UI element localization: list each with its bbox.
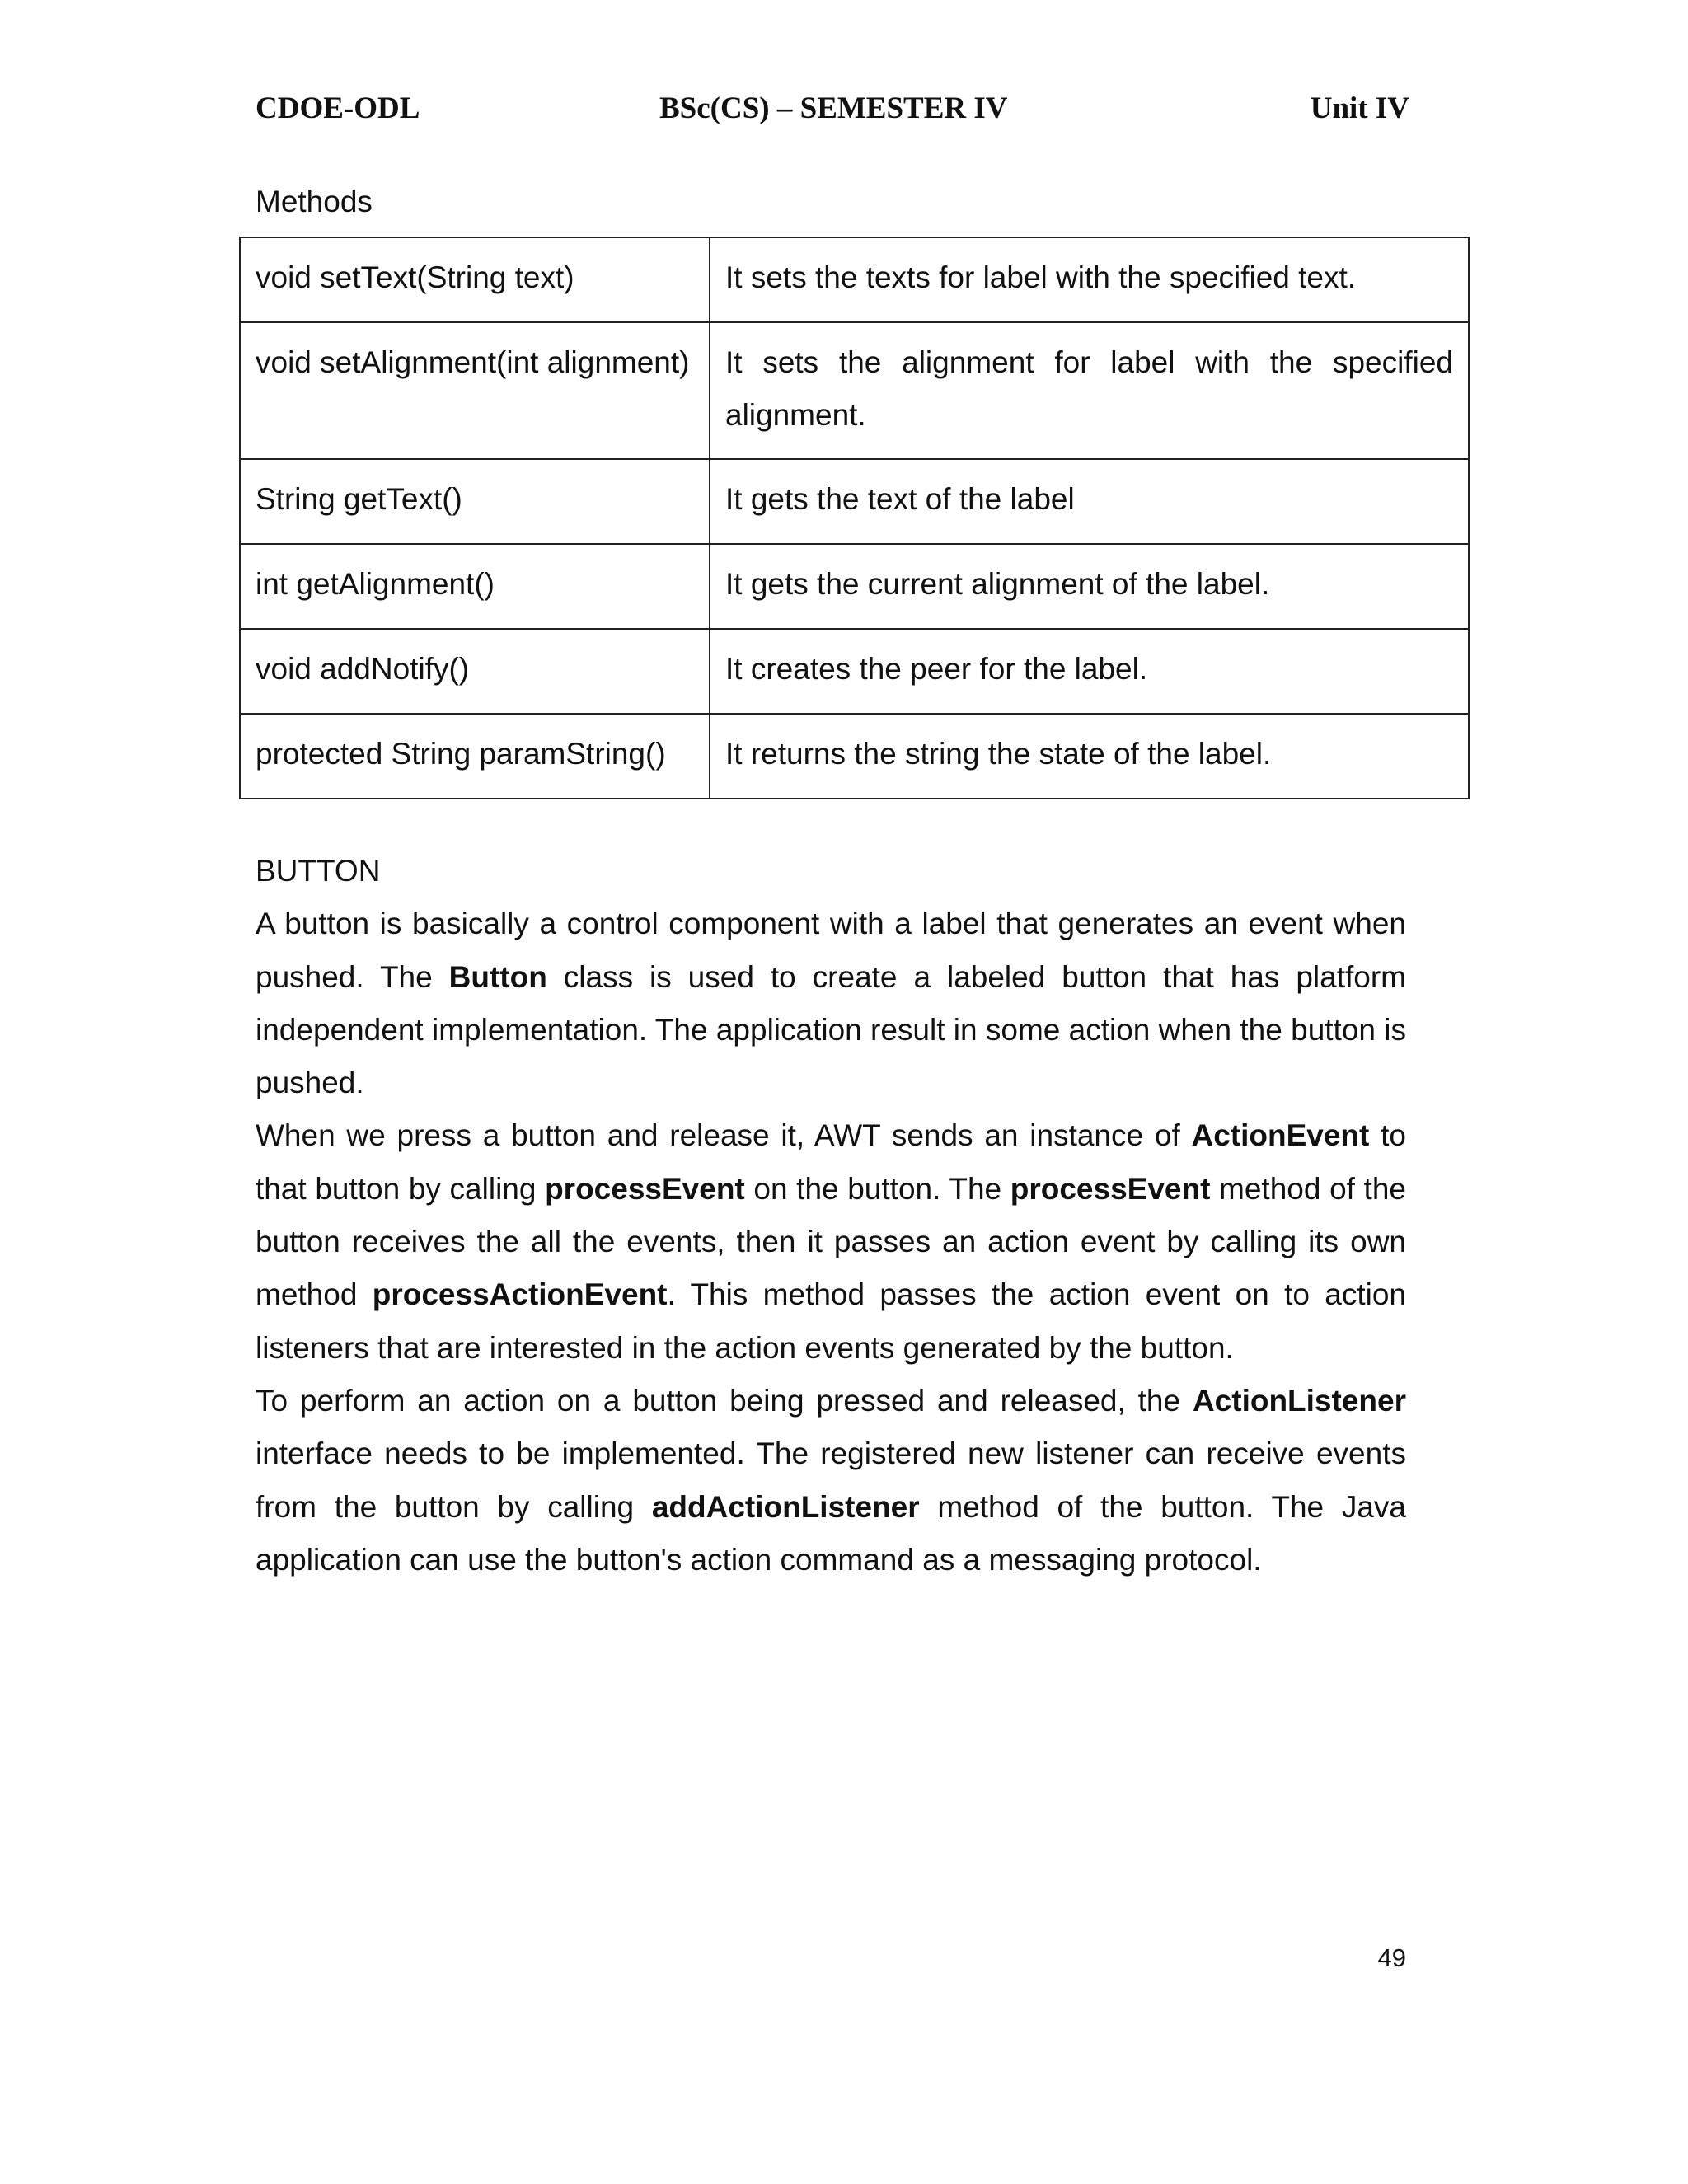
table-row [240,237,1469,322]
paragraph-3: To perform an action on a button being pressed and released, the ActionListener interface needs to be implemented. The registered new listener can receive events from the button by calling addActionListener method of the button. The Java application can use the button's action command as a messaging protocol. [256,1383,1406,1577]
method-description: It sets the alignment for label with the specified alignment. [710,322,1469,459]
method-description: It sets the texts for label with the specified text. [710,237,1469,322]
method-description: It creates the peer for the label. [710,629,1469,714]
bold-term: processActionEvent [372,1277,668,1312]
header-right: Unit IV [1310,91,1409,125]
method-signature: void setText(String text) [240,237,710,322]
methods-label: Methods [256,185,373,218]
table-row [240,322,1469,459]
table-row [240,459,1469,544]
method-signature: int getAlignment() [240,544,710,629]
bold-term: processEvent [1010,1171,1211,1206]
paragraph-1: A button is basically a control component with a label that generates an event when pushed. The Button class is used to create a labeled button that has platform independent implementation. The application result in some action when the button is pushed. [256,907,1406,1100]
bold-term: ActionListener [1192,1383,1406,1418]
method-description: It gets the text of the label [710,459,1469,544]
bold-term: Button [448,959,547,994]
bold-term: addActionListener [651,1489,920,1524]
table-row [240,544,1469,629]
page-number: 49 [1377,1943,1406,1972]
methods-table [239,237,1470,799]
table-row [240,629,1469,714]
method-signature: protected String paramString() [240,714,710,799]
paragraph-2: When we press a button and release it, AWT sends an instance of ActionEvent to that button by calling processEvent on the button. The processEvent method of the button receives the all the events, then it passes an action event by calling its own method processActionEvent. This method passes the action event on to action listeners that are interested in the action events generated by the button. [256,1118,1406,1365]
header-center: BSc(CS) – SEMESTER IV [659,91,1008,125]
method-description: It returns the string the state of the label. [710,714,1469,799]
bold-term: processEvent [545,1171,745,1206]
bold-term: ActionEvent [1191,1118,1370,1153]
table-row [240,714,1469,799]
method-description: It gets the current alignment of the label. [710,544,1469,629]
header-left: CDOE-ODL [256,91,420,125]
method-signature: void setAlignment(int alignment) [240,322,710,459]
method-signature: String getText() [240,459,710,544]
section-heading: BUTTON [256,854,381,888]
method-signature: void addNotify() [240,629,710,714]
page-header [256,91,1409,132]
button-section [256,845,1406,1586]
